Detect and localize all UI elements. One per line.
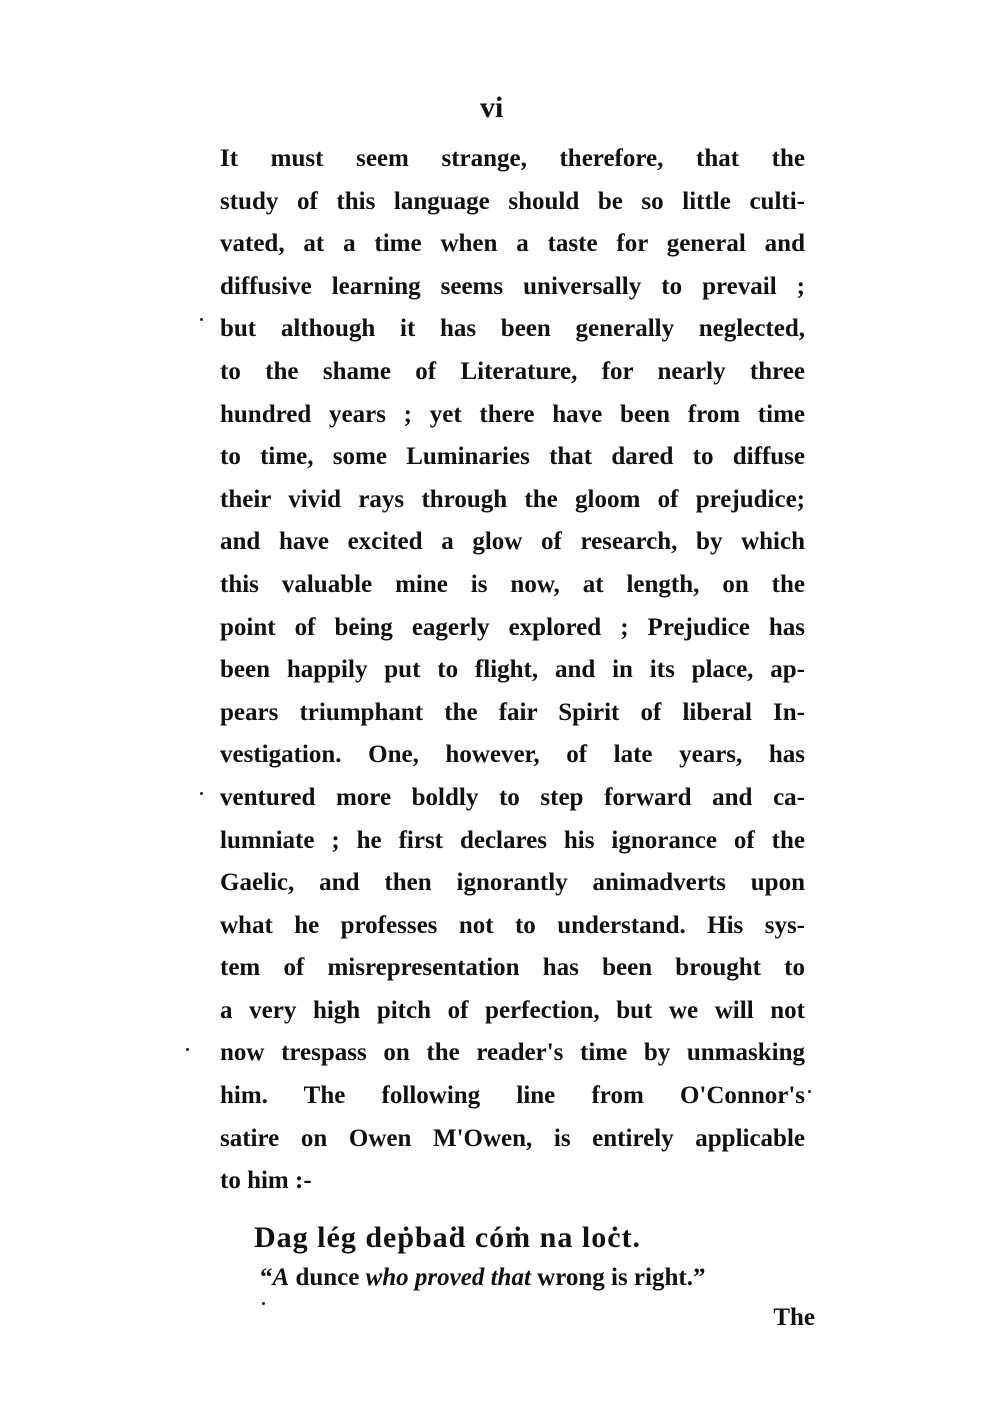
text-line: hundred years ; yet there have been from time xyxy=(220,400,805,428)
text-line: to him :- xyxy=(220,1167,312,1195)
text-line: ventured more boldly to step forward and ca- xyxy=(220,783,805,811)
text-line: vestigation. One, however, of late years, has xyxy=(220,741,805,769)
text-line: diffusive learning seems universally to prevail ; xyxy=(220,272,805,300)
text-line: to the shame of Literature, for nearly three xyxy=(220,357,805,385)
catchword: The xyxy=(773,1304,815,1331)
text-line: satire on Owen M'Owen, is entirely applicable xyxy=(220,1124,805,1152)
text-line: study of this language should be so little culti- xyxy=(220,187,805,215)
text-line: to time, some Luminaries that dared to diffuse xyxy=(220,443,805,471)
text-line: this valuable mine is now, at length, on the xyxy=(220,570,805,598)
translation-italic: who proved that xyxy=(365,1264,531,1291)
open-quote: “ xyxy=(260,1264,273,1291)
text-line: but although it has been generally neglected, xyxy=(220,315,805,343)
text-line: pears triumphant the fair Spirit of liberal In- xyxy=(220,698,805,726)
text-line: a very high pitch of perfection, but we will not xyxy=(220,996,805,1024)
text-line: Gaelic, and then ignorantly animadverts upon xyxy=(220,869,805,897)
print-speck xyxy=(186,1048,189,1051)
text-line: lumniate ; he first declares his ignorance of the xyxy=(220,826,805,854)
text-line: point of being eagerly explored ; Prejudice has xyxy=(220,613,805,641)
body-text xyxy=(220,138,805,1203)
text-line: what he professes not to understand. His sys- xyxy=(220,911,805,939)
translation-text: dunce xyxy=(289,1264,366,1291)
gaelic-quote: Dag lég deṗbaḋ cóṁ na loċt. xyxy=(254,1221,641,1254)
text-line: vated, at a time when a taste for general and xyxy=(220,230,805,258)
translation-text-end: wrong is right.” xyxy=(530,1264,706,1291)
text-line: their vivid rays through the gloom of prejudice; xyxy=(220,485,805,513)
page-number: vi xyxy=(480,91,504,124)
print-speck xyxy=(200,792,203,795)
text-line: and have excited a glow of research, by which xyxy=(220,528,805,556)
text-line: him. The following line from O'Connor's xyxy=(220,1082,805,1110)
text-line: been happily put to flight, and in its place, ap- xyxy=(220,656,805,684)
translation-italic-a: A xyxy=(272,1264,290,1291)
translation-quote xyxy=(260,1258,805,1298)
text-line: tem of misrepresentation has been brought to xyxy=(220,954,805,982)
text-line: It must seem strange, therefore, that the xyxy=(220,145,805,172)
text-line: now trespass on the reader's time by unmasking xyxy=(220,1039,805,1067)
print-speck xyxy=(808,1090,811,1093)
print-speck xyxy=(200,318,203,321)
print-speck xyxy=(262,1302,265,1305)
